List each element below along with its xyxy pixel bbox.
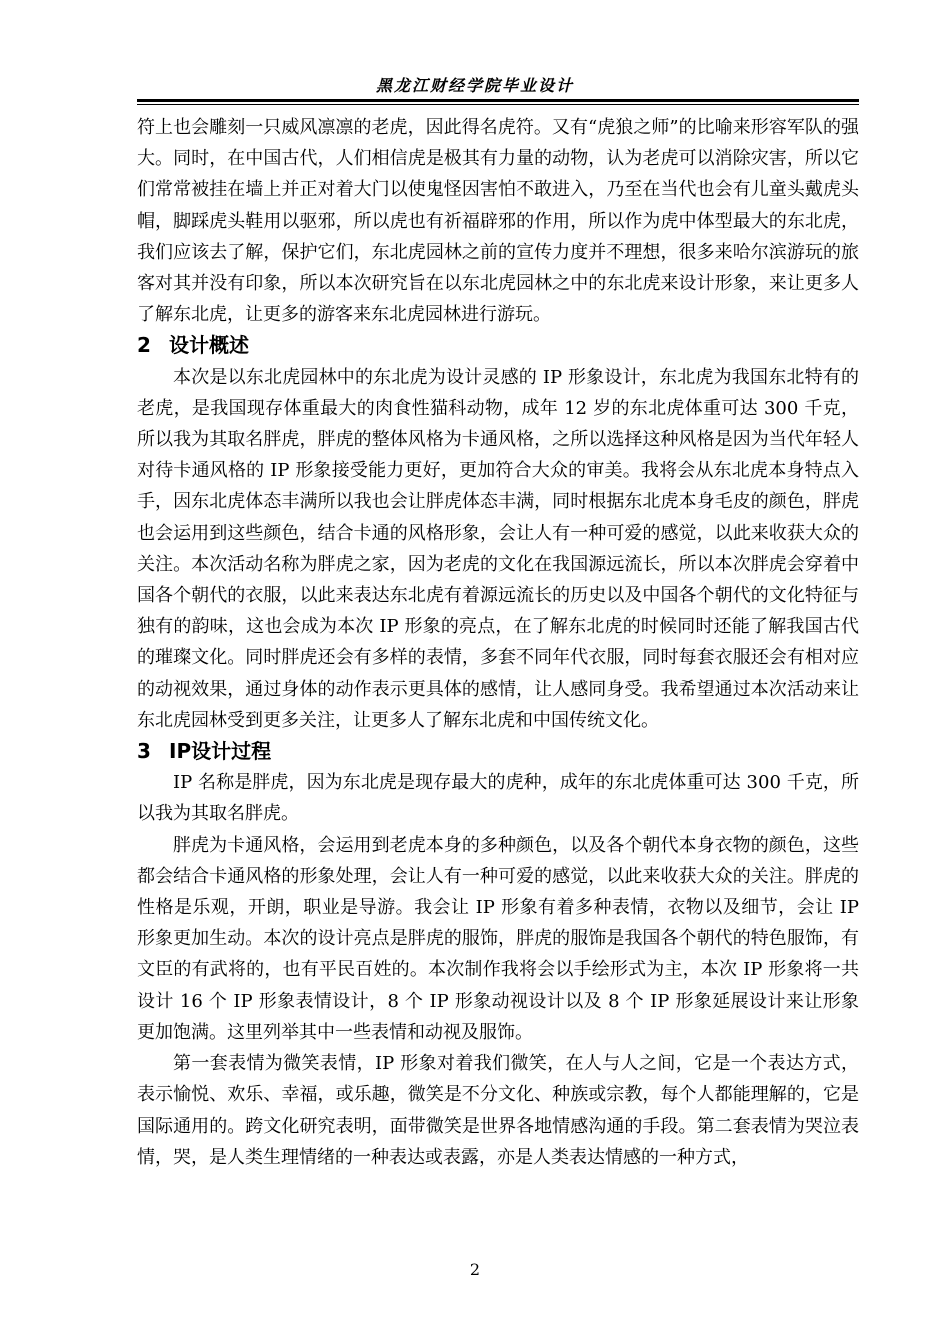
page-number: 2 bbox=[469, 1260, 481, 1279]
paragraph-expressions: 第一套表情为微笑表情，IP 形象对着我们微笑，在人与人之间，它是一个表达方式，表示愉悦、欢乐、幸福，或乐趣，微笑是不分文化、种族或宗教，每个人都能理解的，它是国际通用的。跨文化研究表明，面带微笑是世界各地情感沟通的手段。第二套表情为哭泣表情，哭，是人类生理情绪的一种表达或表露，亦是人类表达情感的一种方式， bbox=[137, 1053, 859, 1168]
header-rule-thin bbox=[137, 104, 859, 105]
running-header: 黑龙江财经学院毕业设计 bbox=[375, 76, 574, 95]
paragraph-ip-style: 胖虎为卡通风格，会运用到老虎本身的多种颜色，以及各个朝代本身衣物的颜色，这些都会结合卡通风格的形象处理，会让人有一种可爱的感觉，以此来收获大众的关注。胖虎的性格是乐观，开朗，职业是导游。我会让 IP 形象有着多种表情，衣物以及细节，会让 IP 形象更加生动。本次的设计亮点是胖虎的服饰，胖虎的服饰是我国各个朝代的特色服饰，有文臣的有武将的，也有平民百姓的。本次制作我将会以手绘形式为主，本次 IP 形象将一共设计 16 个 IP 形象表情设计，8 个 IP 形象动视设计以及 8 个 IP 形象延展设计来让形象更加饱满。这里列举其中一些表情和动视及服饰。 bbox=[137, 834, 859, 1043]
section-title: 设计概述 bbox=[169, 333, 249, 358]
section-heading-3 bbox=[137, 736, 859, 767]
paragraph-design-overview: 本次是以东北虎园林中的东北虎为设计灵感的 IP 形象设计，东北虎为我国东北特有的老虎，是我国现存体重最大的肉食性猫科动物，成年 12 岁的东北虎体重可达 300 千克，所以我为其取名胖虎，胖虎的整体风格为卡通风格，之所以选择这种风格是因为当代年轻人对待卡通风格的 IP 形象接受能力更好，更加符合大众的审美。我将会从东北虎本身特点入手，因东北虎体态丰满所以我也会让胖虎体态丰满，同时根据东北虎本身毛皮的颜色，胖虎也会运用到这些颜色，结合卡通的风格形象，会让人有一种可爱的感觉，以此来收获大众的关注。本次活动名称为胖虎之家，因为老虎的文化在我国源远流长，所以本次胖虎会穿着中国各个朝代的衣服，以此来表达东北虎有着源远流长的历史以及中国各个朝代的文化特征与独有的韵味，这也会成为本次 IP 形象的亮点，在了解东北虎的时候同时还能了解我国古代的璀璨文化。同时胖虎还会有多样的表情，多套不同年代衣服，同时每套衣服还会有相对应的动视效果，通过身体的动作表示更具体的感情，让人感同身受。我希望通过本次活动来让东北虎园林受到更多关注，让更多人了解东北虎和中国传统文化。 bbox=[137, 366, 859, 731]
body-text bbox=[137, 112, 859, 1173]
section-heading-2 bbox=[137, 330, 859, 361]
paragraph-intro: 符上也会雕刻一只威风凛凛的老虎，因此得名虎符。又有“虎狼之师”的比喻来形容军队的强大。同时，在中国古代，人们相信虎是极其有力量的动物，认为老虎可以消除灾害，所以它们常常被挂在墙上并正对着大门以使鬼怪因害怕不敢进入，乃至在当代也会有儿童头戴虎头帽，脚踩虎头鞋用以驱邪，所以虎也有祈福辟邪的作用，所以作为虎中体型最大的东北虎，我们应该去了解，保护它们，东北虎园林之前的宣传力度并不理想，很多来哈尔滨游玩的旅客对其并没有印象，所以本次研究旨在以东北虎园林之中的东北虎来设计形象，来让更多人了解东北虎，让更多的游客来东北虎园林进行游玩。 bbox=[137, 117, 859, 326]
paragraph-ip-name: IP 名称是胖虎，因为东北虎是现存最大的虎种，成年的东北虎体重可达 300 千克，所以我为其取名胖虎。 bbox=[137, 772, 859, 825]
header-rule bbox=[137, 99, 859, 102]
section-number: 3 bbox=[137, 739, 151, 764]
section-number: 2 bbox=[137, 333, 151, 358]
section-title: IP设计过程 bbox=[169, 739, 272, 764]
